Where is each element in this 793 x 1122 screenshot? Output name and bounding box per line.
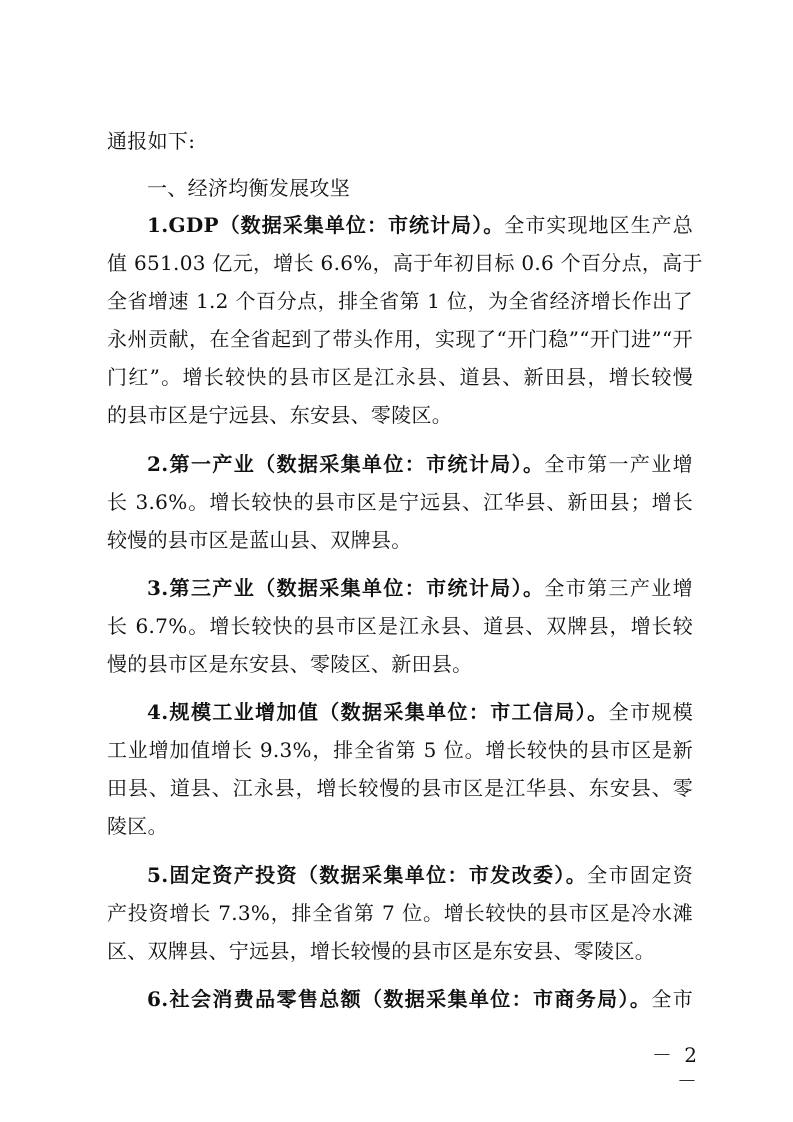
item-3-line-3: 慢的县市区是东安县、零陵区、新田县。 — [107, 652, 473, 676]
item-1-first-line — [147, 212, 693, 238]
item-5-line-2: 产投资增长 7.3%，排全省第 7 位。增长较快的县市区是冷水滩 — [107, 901, 693, 925]
item-5-text-start: 全市固定资 — [587, 863, 693, 887]
item-2-first-line — [147, 451, 693, 477]
item-1-line-5: 门红”。增长较快的县市区是江永县、道县、新田县，增长较慢 — [107, 365, 693, 389]
item-1-line-4: 永州贡献，在全省起到了带头作用，实现了“开门稳”“开门进”“开 — [107, 327, 693, 351]
intro-line: 通报如下: — [107, 129, 196, 153]
item-2-title: 2.第一产业（数据采集单位：市统计局）。 — [147, 452, 545, 476]
item-4-line-3: 田县、道县、江永县，增长较慢的县市区是江华县、东安县、零 — [107, 776, 693, 800]
item-2-text-start: 全市第一产业增 — [544, 452, 693, 476]
item-4-first-line — [147, 699, 693, 725]
item-1-title: 1.GDP（数据采集单位：市统计局）。 — [147, 213, 505, 237]
item-3-text-start: 全市第三产业增 — [544, 576, 693, 600]
item-5-line-3: 区、双牌县、宁远县，增长较慢的县市区是东安县、零陵区。 — [107, 939, 656, 963]
item-2-line-3: 较慢的县市区是蓝山县、双牌县。 — [107, 528, 412, 552]
item-6-first-line — [147, 986, 693, 1012]
item-6-text-start: 全市 — [651, 987, 693, 1011]
item-4-title: 4.规模工业增加值（数据采集单位：市工信局）。 — [147, 700, 609, 724]
item-1-line-6: 的县市区是宁远县、东安县、零陵区。 — [107, 403, 453, 427]
item-1-line-2: 值 651.03 亿元，增长 6.6%，高于年初目标 0.6 个百分点，高于 — [107, 251, 703, 275]
item-4-text-start: 全市规模 — [608, 700, 694, 724]
item-3-title: 3.第三产业（数据采集单位：市统计局）。 — [147, 576, 545, 600]
item-5-first-line — [147, 862, 693, 888]
item-5-title: 5.固定资产投资（数据采集单位：市发改委）。 — [147, 863, 588, 887]
item-4-line-4: 陵区。 — [107, 814, 168, 838]
item-2-line-2: 长 3.6%。增长较快的县市区是宁远县、江华县、新田县；增长 — [107, 490, 693, 514]
item-6-title: 6.社会消费品零售总额（数据采集单位：市商务局）。 — [147, 987, 652, 1011]
item-3-line-2: 长 6.7%。增长较快的县市区是江永县、道县、双牌县，增长较 — [107, 614, 693, 638]
item-3-first-line — [147, 575, 693, 601]
page-number: － 2 － — [651, 1043, 700, 1093]
item-1-line-3: 全省增速 1.2 个百分点，排全省第 1 位，为全省经济增长作出了 — [107, 289, 693, 313]
item-1-text-start: 全市实现地区生产总 — [504, 213, 693, 237]
section-heading: 一、经济均衡发展攻坚 — [147, 176, 350, 200]
item-4-line-2: 工业增加值增长 9.3%，排全省第 5 位。增长较快的县市区是新 — [107, 738, 693, 762]
